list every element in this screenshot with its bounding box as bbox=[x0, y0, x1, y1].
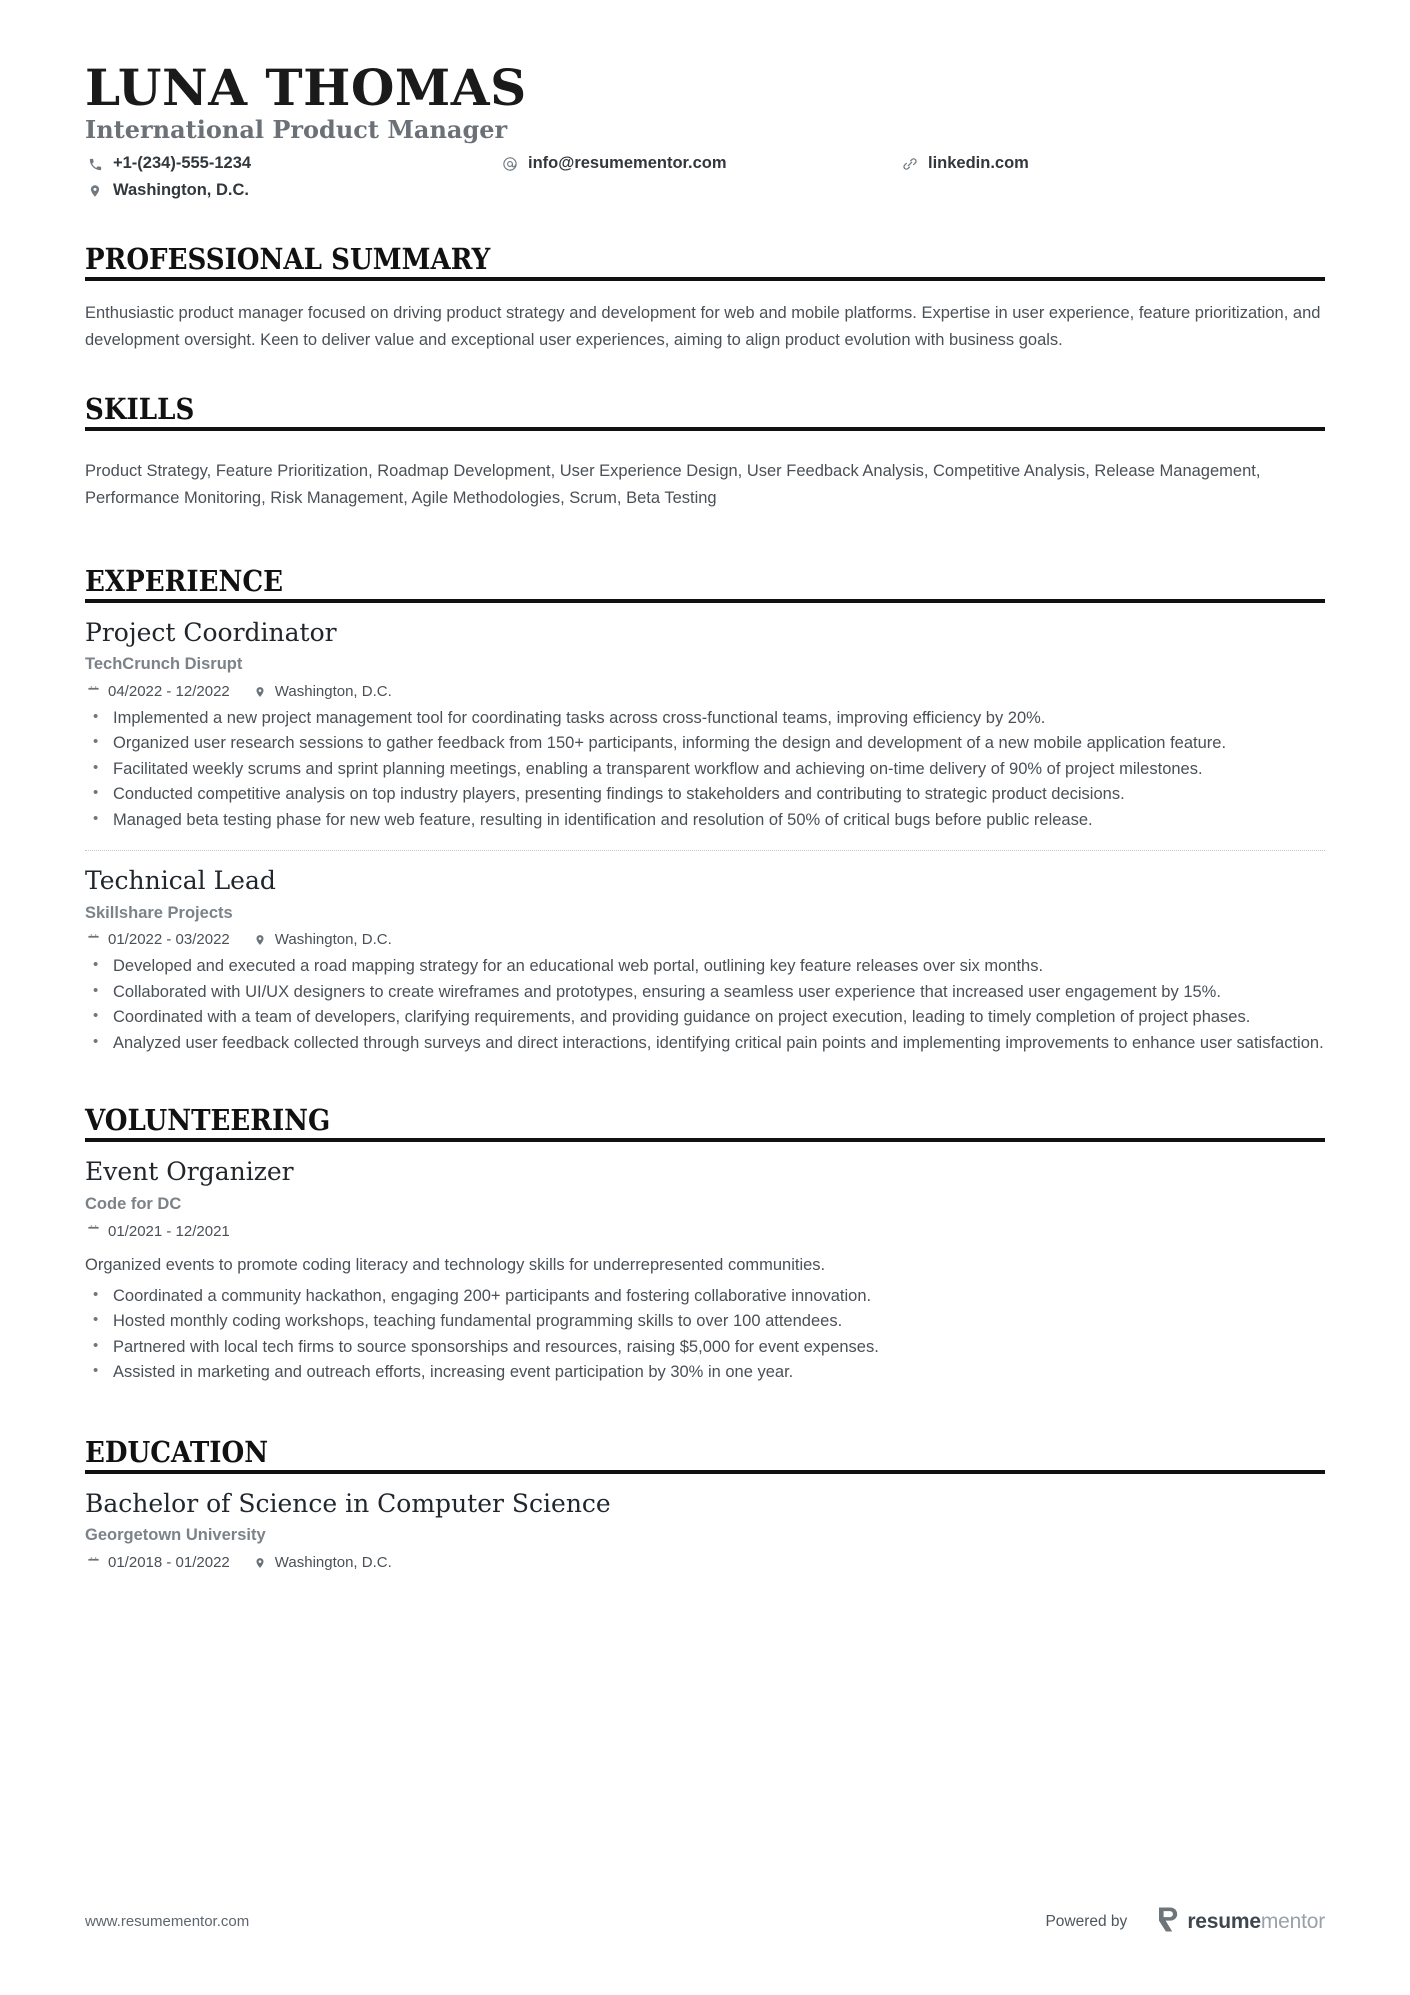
volunteering-entry bbox=[85, 1156, 1325, 1384]
experience-company: Skillshare Projects bbox=[85, 903, 233, 922]
education-location-text: Washington, D.C. bbox=[274, 1554, 392, 1572]
section-volunteering bbox=[85, 1103, 1325, 1385]
contact-phone-text: +1-(234)-555-1234 bbox=[113, 154, 252, 173]
experience-location bbox=[252, 683, 392, 700]
list-item: • Partnered with local tech firms to source sponsorships and resources, raising $5,000 for event expenses. bbox=[85, 1336, 1325, 1359]
section-professional-summary bbox=[85, 242, 1325, 354]
section-experience bbox=[85, 564, 1325, 1056]
volunteering-dates bbox=[85, 1223, 230, 1240]
volunteering-meta bbox=[85, 1223, 1325, 1240]
contact-email-text: info@resumementor.com bbox=[528, 154, 727, 173]
list-item: • Hosted monthly coding workshops, teaching fundamental programming skills to over 100 attendees. bbox=[85, 1310, 1325, 1333]
section-heading-rule bbox=[85, 392, 1325, 431]
contact-email[interactable] bbox=[500, 151, 900, 178]
powered-by-label: Powered by bbox=[1045, 1912, 1128, 1930]
section-skills bbox=[85, 392, 1325, 512]
experience-dates bbox=[85, 683, 230, 700]
section-title-skills: SKILLS bbox=[85, 391, 195, 426]
footer-branding bbox=[1045, 1906, 1325, 1937]
section-title-volunteering: VOLUNTEERING bbox=[85, 1103, 331, 1138]
calendar-icon bbox=[85, 685, 101, 699]
calendar-icon bbox=[85, 1556, 101, 1570]
list-item: • Managed beta testing phase for new web feature, resulting in identification and resolution of 50% of critical bugs before public release. bbox=[85, 809, 1325, 832]
education-degree: Bachelor of Science in Computer Science bbox=[85, 1488, 611, 1518]
education-entry bbox=[85, 1488, 1325, 1571]
volunteering-role: Event Organizer bbox=[85, 1157, 294, 1187]
location-icon bbox=[252, 1556, 268, 1570]
experience-location-text: Washington, D.C. bbox=[274, 683, 392, 701]
contact-link[interactable] bbox=[900, 151, 1085, 178]
experience-entry bbox=[85, 865, 1325, 1055]
list-item: • Coordinated with a team of developers, clarifying requirements, and providing guidance on project execution, leading to timely completion of project phases. bbox=[85, 1006, 1325, 1029]
email-icon bbox=[500, 156, 520, 172]
list-item: • Developed and executed a road mapping strategy for an educational web portal, outlining key feature releases over six months. bbox=[85, 955, 1325, 978]
section-heading-rule bbox=[85, 1435, 1325, 1474]
list-item: • Assisted in marketing and outreach efforts, increasing event participation by 30% in one year. bbox=[85, 1361, 1325, 1384]
section-title-education: EDUCATION bbox=[85, 1434, 269, 1469]
experience-entry bbox=[85, 617, 1325, 832]
experience-meta bbox=[85, 931, 1325, 948]
experience-job-title: Project Coordinator bbox=[85, 617, 337, 647]
link-icon bbox=[900, 156, 920, 172]
experience-dates-text: 04/2022 - 12/2022 bbox=[108, 683, 230, 701]
contact-link-text: linkedin.com bbox=[928, 154, 1029, 173]
experience-meta bbox=[85, 683, 1325, 700]
list-item: • Analyzed user feedback collected through surveys and direct interactions, identifying critical pain points and implementing improvements to enhance user satisfaction. bbox=[85, 1032, 1325, 1055]
location-icon bbox=[252, 685, 268, 699]
list-item: • Collaborated with UI/UX designers to create wireframes and prototypes, ensuring a seamless user experience that increased user engagement by 15%. bbox=[85, 981, 1325, 1004]
section-education bbox=[85, 1435, 1325, 1571]
brand-name-light: mentor bbox=[1260, 1910, 1325, 1933]
experience-dates-text: 01/2022 - 03/2022 bbox=[108, 931, 230, 949]
experience-bullets bbox=[85, 955, 1325, 1055]
calendar-icon bbox=[85, 1224, 101, 1238]
experience-job-title: Technical Lead bbox=[85, 866, 276, 896]
entry-divider bbox=[85, 850, 1325, 851]
contact-phone[interactable] bbox=[85, 151, 500, 178]
location-icon bbox=[252, 933, 268, 947]
page-footer bbox=[85, 1906, 1325, 1937]
calendar-icon bbox=[85, 933, 101, 947]
experience-dates bbox=[85, 931, 230, 948]
section-heading-rule bbox=[85, 564, 1325, 603]
contact-location-text: Washington, D.C. bbox=[113, 181, 249, 200]
volunteering-organization: Code for DC bbox=[85, 1194, 182, 1213]
candidate-job-title: International Product Manager bbox=[85, 115, 508, 144]
education-dates bbox=[85, 1554, 230, 1571]
volunteering-description: Organized events to promote coding literacy and technology skills for underrepresented communities. bbox=[85, 1255, 826, 1274]
candidate-name: LUNA THOMAS bbox=[85, 58, 527, 117]
list-item: • Organized user research sessions to gather feedback from 150+ participants, informing the design and development of a new mobile application feature. bbox=[85, 732, 1325, 755]
experience-bullets bbox=[85, 707, 1325, 832]
contact-location bbox=[85, 178, 500, 205]
volunteering-bullets bbox=[85, 1285, 1325, 1385]
experience-location-text: Washington, D.C. bbox=[274, 931, 392, 949]
education-location bbox=[252, 1554, 392, 1571]
summary-text: Enthusiastic product manager focused on driving product strategy and development for web and mobile platforms. Expertise in user experience, feature prioritization, and development oversight. Keen to deliver value and exceptional user experiences, aiming to align product evolution with business goals. bbox=[85, 303, 1321, 349]
list-item: • Facilitated weekly scrums and sprint planning meetings, enabling a transparent workflow and achieving on-time delivery of 90% of project milestones. bbox=[85, 758, 1325, 781]
section-heading-rule bbox=[85, 1103, 1325, 1142]
brand-name-bold: resume bbox=[1187, 1910, 1261, 1933]
footer-website-url[interactable]: www.resumementor.com bbox=[85, 1913, 250, 1930]
contact-info bbox=[85, 151, 1085, 205]
list-item: • Conducted competitive analysis on top industry players, presenting findings to stakeholders and contributing to strategic product decisions. bbox=[85, 783, 1325, 806]
phone-icon bbox=[85, 157, 105, 172]
section-title-professional-summary: PROFESSIONAL SUMMARY bbox=[85, 241, 491, 276]
resume-header bbox=[85, 58, 1325, 205]
location-icon bbox=[85, 183, 105, 199]
education-school: Georgetown University bbox=[85, 1526, 266, 1545]
resumementor-wordmark bbox=[1187, 1911, 1325, 1932]
experience-company: TechCrunch Disrupt bbox=[85, 655, 243, 674]
section-heading-rule bbox=[85, 242, 1325, 281]
list-item: • Coordinated a community hackathon, engaging 200+ participants and fostering collaborative innovation. bbox=[85, 1285, 1325, 1308]
experience-location bbox=[252, 931, 392, 948]
education-meta bbox=[85, 1554, 1325, 1571]
resumementor-mark-icon bbox=[1157, 1906, 1179, 1937]
education-dates-text: 01/2018 - 01/2022 bbox=[108, 1554, 230, 1572]
volunteering-dates-text: 01/2021 - 12/2021 bbox=[108, 1222, 230, 1240]
list-item: • Implemented a new project management tool for coordinating tasks across cross-functional teams, improving efficiency by 20%. bbox=[85, 707, 1325, 730]
section-title-experience: EXPERIENCE bbox=[85, 563, 283, 598]
resumementor-logo bbox=[1157, 1906, 1325, 1937]
skills-text: Product Strategy, Feature Prioritization, Roadmap Development, User Experience Design, User Feedback Analysis, Competitive Analysis, Release Management, Performance Monitoring, Risk Management, Agile Methodologies, Scrum, Beta Testing bbox=[85, 461, 1261, 507]
